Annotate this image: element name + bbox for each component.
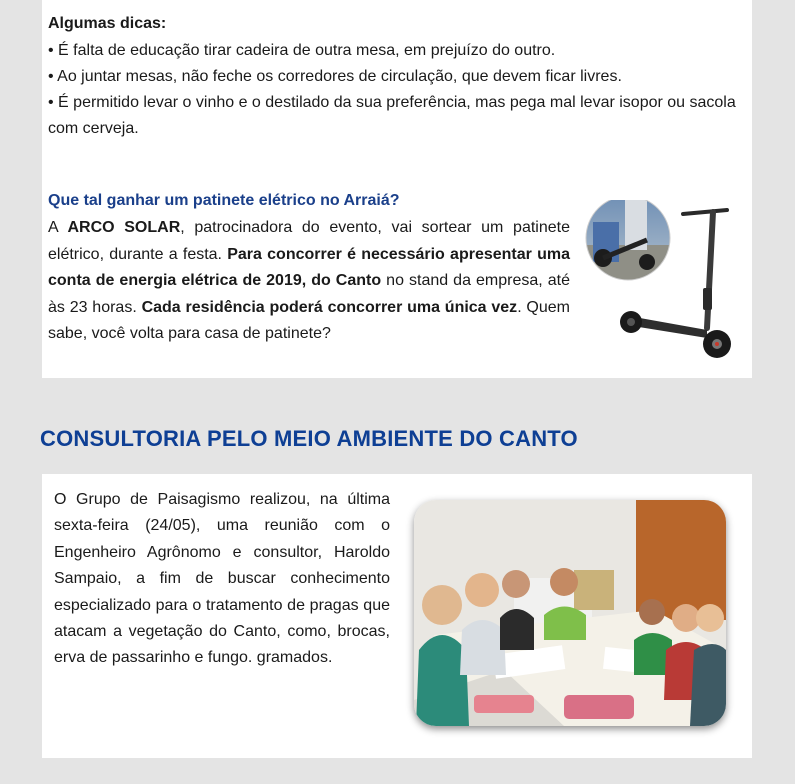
promo-text-part: . Quem sabe, você volta para casa de patinete? [48,298,571,342]
meeting-photo [414,500,726,726]
consultoria-text: O Grupo de Paisagismo realizou, na última sexta-feira (24/05), uma reunião com o Engenheiro Agrônomo e consultor, Haroldo Sampaio, a fim de buscar conhecimento especializado para o tratamento de pragas que atacam a vegetação do Canto, como, brocas, erva de passarinho e fungo. gramados. [54,491,390,667]
promo-limit: Cada residência poderá concorrer uma única vez [141,298,518,316]
tip-item: • Ao juntar mesas, não feche os corredores de circulação, que devem ficar livres. [48,68,622,85]
promo-text-part: no stand da empresa, até às 23 horas. [48,272,570,316]
scooter-image [585,200,757,365]
promo-text-part: A [48,219,68,236]
tip-item: • É permitido levar o vinho e o destilado da sua preferência, mas pega mal levar isopor ou sacola com cerveja. [48,94,736,137]
tip-item: • É falta de educação tirar cadeira de outra mesa, em prejuízo do outro. [48,42,556,59]
tips-title: Algumas dicas: [48,15,167,32]
meeting-photo-image [414,500,726,726]
tips-list [48,38,748,142]
promo-requirement: Para concorrer é necessário apresentar uma conta de energia elétrica de 2019, do Canto [48,245,570,289]
sponsor-name: ARCO SOLAR [67,219,181,236]
section-heading: CONSULTORIA PELO MEIO AMBIENTE DO CANTO [40,426,578,451]
promo-text-part: , patrocinadora do evento, vai sortear um patinete elétrico, durante a festa. [48,219,570,263]
consultoria-card [42,474,752,758]
promo-text [48,215,570,348]
promo-title: Que tal ganhar um patinete elétrico no Arraiá? [48,192,400,209]
